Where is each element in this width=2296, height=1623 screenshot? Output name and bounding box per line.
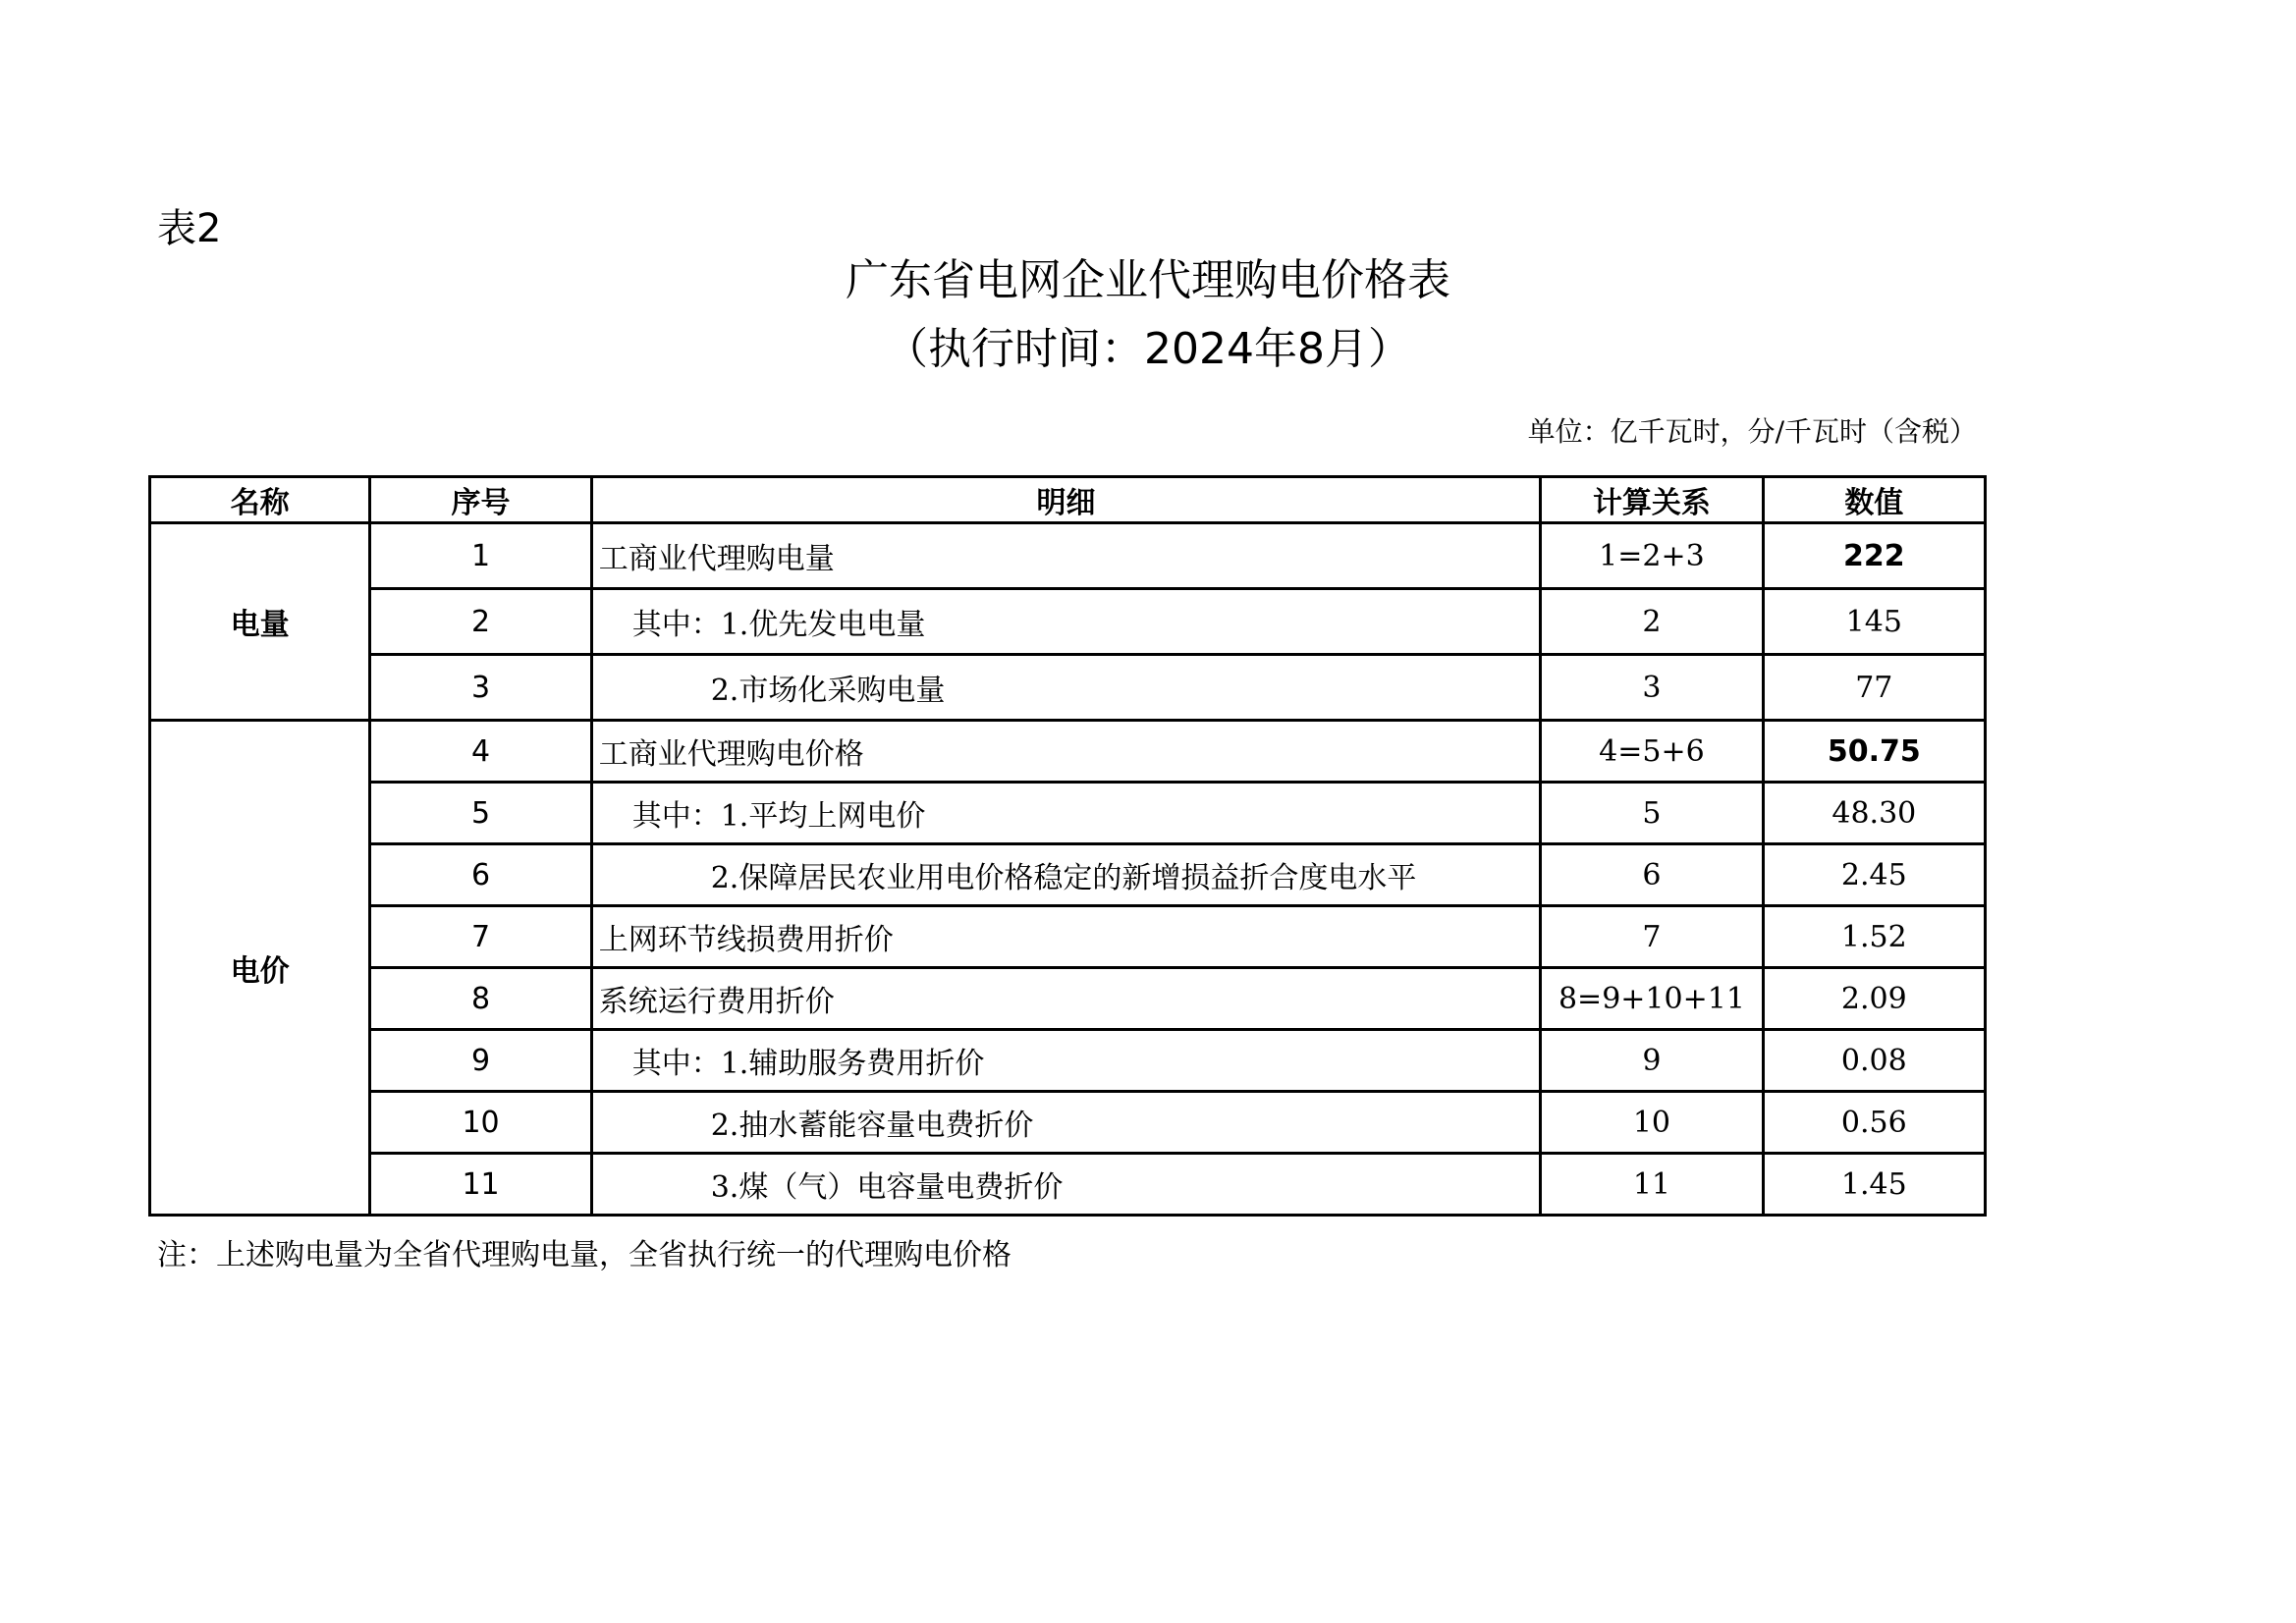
row-calc: 9 bbox=[1541, 1030, 1763, 1092]
header-detail: 明细 bbox=[591, 477, 1541, 523]
row-detail: 工商业代理购电价格 bbox=[591, 721, 1541, 783]
row-calc: 5 bbox=[1541, 783, 1763, 844]
row-detail: 2.抽水蓄能容量电费折价 bbox=[591, 1092, 1541, 1154]
row-value: 77 bbox=[1763, 655, 1985, 721]
table-row bbox=[150, 844, 1986, 906]
document-title: 广东省电网企业代理购电价格表 bbox=[846, 255, 1450, 305]
table-row bbox=[150, 968, 1986, 1030]
table-row bbox=[150, 1030, 1986, 1092]
table-row bbox=[150, 721, 1986, 783]
table-row bbox=[150, 906, 1986, 968]
row-calc: 10 bbox=[1541, 1092, 1763, 1154]
table-number-label: 表2 bbox=[157, 206, 222, 251]
row-value: 222 bbox=[1763, 523, 1985, 589]
row-calc: 2 bbox=[1541, 589, 1763, 655]
row-detail: 其中：1.平均上网电价 bbox=[591, 783, 1541, 844]
row-detail: 2.保障居民农业用电价格稳定的新增损益折合度电水平 bbox=[591, 844, 1541, 906]
row-calc: 6 bbox=[1541, 844, 1763, 906]
group-price: 电价 bbox=[150, 721, 370, 1216]
document-subtitle: （执行时间：2024年8月） bbox=[885, 324, 1411, 374]
row-calc: 4=5+6 bbox=[1541, 721, 1763, 783]
row-detail: 系统运行费用折价 bbox=[591, 968, 1541, 1030]
row-value: 0.56 bbox=[1763, 1092, 1985, 1154]
row-detail: 其中：1.优先发电电量 bbox=[591, 589, 1541, 655]
row-detail: 3.煤（气）电容量电费折价 bbox=[591, 1154, 1541, 1216]
group-energy: 电量 bbox=[150, 523, 370, 721]
row-value: 145 bbox=[1763, 589, 1985, 655]
footnote: 注：上述购电量为全省代理购电量，全省执行统一的代理购电价格 bbox=[157, 1238, 1011, 1272]
row-seq: 11 bbox=[370, 1154, 591, 1216]
row-seq: 9 bbox=[370, 1030, 591, 1092]
row-value: 48.30 bbox=[1763, 783, 1985, 844]
table-row bbox=[150, 1092, 1986, 1154]
row-detail: 2.市场化采购电量 bbox=[591, 655, 1541, 721]
header-calc: 计算关系 bbox=[1541, 477, 1763, 523]
row-seq: 3 bbox=[370, 655, 591, 721]
table-header-row bbox=[150, 477, 1986, 523]
row-value: 2.45 bbox=[1763, 844, 1985, 906]
row-seq: 4 bbox=[370, 721, 591, 783]
row-calc: 1=2+3 bbox=[1541, 523, 1763, 589]
row-seq: 8 bbox=[370, 968, 591, 1030]
row-value: 1.45 bbox=[1763, 1154, 1985, 1216]
row-seq: 1 bbox=[370, 523, 591, 589]
header-name: 名称 bbox=[150, 477, 370, 523]
row-seq: 2 bbox=[370, 589, 591, 655]
row-value: 0.08 bbox=[1763, 1030, 1985, 1092]
row-value: 1.52 bbox=[1763, 906, 1985, 968]
table-row bbox=[150, 783, 1986, 844]
price-table bbox=[148, 475, 1987, 1217]
row-seq: 6 bbox=[370, 844, 591, 906]
row-calc: 11 bbox=[1541, 1154, 1763, 1216]
row-detail: 工商业代理购电量 bbox=[591, 523, 1541, 589]
row-value: 50.75 bbox=[1763, 721, 1985, 783]
row-seq: 5 bbox=[370, 783, 591, 844]
header-seq: 序号 bbox=[370, 477, 591, 523]
table-row bbox=[150, 655, 1986, 721]
unit-note: 单位：亿千瓦时，分/千瓦时（含税） bbox=[1527, 415, 1977, 448]
row-calc: 7 bbox=[1541, 906, 1763, 968]
row-seq: 10 bbox=[370, 1092, 591, 1154]
row-calc: 3 bbox=[1541, 655, 1763, 721]
row-seq: 7 bbox=[370, 906, 591, 968]
row-detail: 上网环节线损费用折价 bbox=[591, 906, 1541, 968]
row-value: 2.09 bbox=[1763, 968, 1985, 1030]
row-detail: 其中：1.辅助服务费用折价 bbox=[591, 1030, 1541, 1092]
table-row bbox=[150, 523, 1986, 589]
table-row bbox=[150, 1154, 1986, 1216]
row-calc: 8=9+10+11 bbox=[1541, 968, 1763, 1030]
header-value: 数值 bbox=[1763, 477, 1985, 523]
table-row bbox=[150, 589, 1986, 655]
